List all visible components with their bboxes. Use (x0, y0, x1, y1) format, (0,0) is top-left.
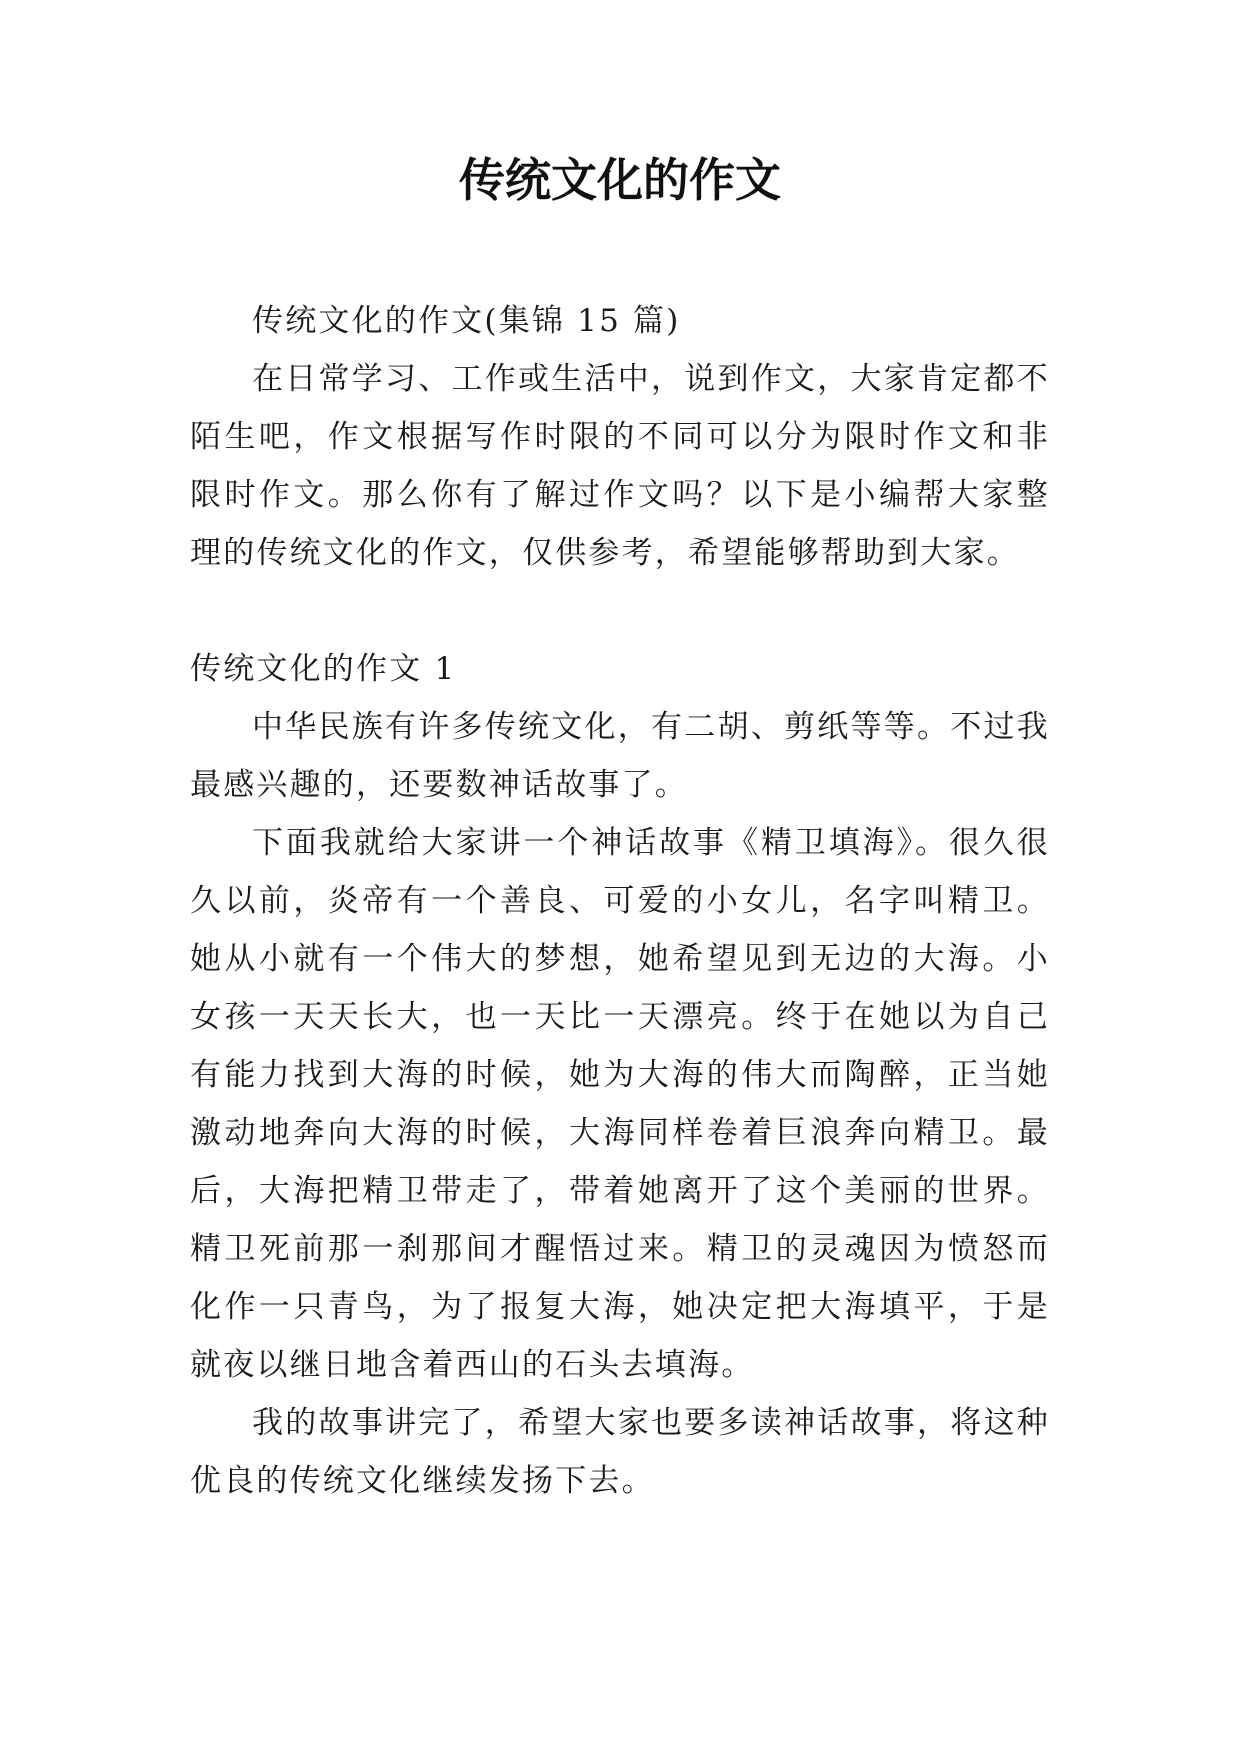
section-paragraph-2: 下面我就给大家讲一个神话故事《精卫填海》。很久很久以前，炎帝有一个善良、可爱的小女儿，名字叫精卫。她从小就有一个伟大的梦想，她希望见到无边的大海。小女孩一天天长大，也一天比一天漂亮。终于在她以为自己有能力找到大海的时候，她为大海的伟大而陶醉，正当她激动地奔向大海的时候，大海同样卷着巨浪奔向精卫。最后，大海把精卫带走了，带着她离开了这个美丽的世界。精卫死前那一刹那间才醒悟过来。精卫的灵魂因为愤怒而化作一只青鸟，为了报复大海，她决定把大海填平，于是就夜以继日地含着西山的石头去填海。 (190, 825, 1050, 1383)
section-spacer (190, 582, 1050, 640)
section-paragraph-3: 我的故事讲完了，希望大家也要多读神话故事，将这种优良的传统文化继续发扬下去。 (190, 1405, 1050, 1499)
intro-subtitle: 传统文化的作文(集锦 15 篇) (252, 303, 681, 339)
intro-paragraph: 在日常学习、工作或生活中，说到作文，大家肯定都不陌生吧，作文根据写作时限的不同可以分为限时作文和非限时作文。那么你有了解过作文吗？以下是小编帮大家整理的传统文化的作文，仅供参考，希望能够帮助到大家。 (190, 361, 1050, 571)
document-body (190, 292, 1050, 1510)
section-paragraph-1: 中华民族有许多传统文化，有二胡、剪纸等等。不过我最感兴趣的，还要数神话故事了。 (190, 709, 1050, 803)
document-title: 传统文化的作文 (459, 153, 781, 207)
section-heading: 传统文化的作文 1 (190, 651, 457, 687)
